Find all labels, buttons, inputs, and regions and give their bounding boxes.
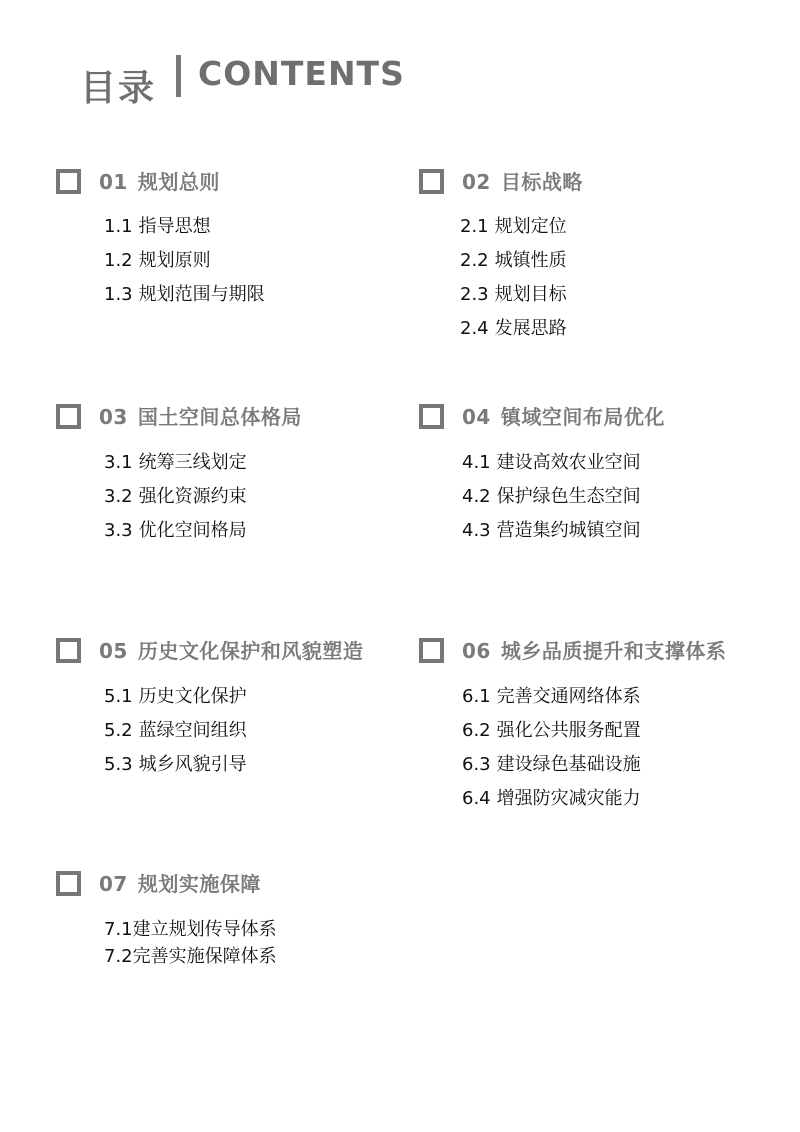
toc-item[interactable]: 7.1建立规划传导体系 [104, 919, 277, 940]
toc-item[interactable]: 4.3 营造集约城镇空间 [462, 520, 641, 541]
checkbox-icon [419, 638, 444, 663]
section-items [104, 680, 247, 782]
section-title: 规划实施保障 [137, 872, 261, 896]
section-items [104, 916, 277, 970]
checkbox-icon [56, 169, 81, 194]
section-number: 01 [99, 170, 128, 194]
toc-item[interactable]: 3.2 强化资源约束 [104, 486, 247, 507]
toc-item[interactable]: 1.3 规划范围与期限 [104, 284, 265, 305]
section-title: 城乡品质提升和支撑体系 [500, 639, 727, 663]
checkbox-icon [56, 638, 81, 663]
section-number: 07 [99, 872, 128, 896]
section-items [104, 446, 247, 548]
toc-item[interactable]: 5.3 城乡风貌引导 [104, 754, 247, 775]
checkbox-icon [419, 404, 444, 429]
checkbox-icon [56, 404, 81, 429]
toc-item[interactable]: 2.4 发展思路 [460, 318, 567, 339]
toc-item[interactable]: 5.1 历史文化保护 [104, 686, 247, 707]
section-number: 03 [99, 405, 128, 429]
section-title: 国土空间总体格局 [137, 405, 302, 429]
toc-item[interactable]: 7.2完善实施保障体系 [104, 946, 277, 967]
section-number: 02 [462, 170, 491, 194]
toc-item[interactable]: 2.1 规划定位 [460, 216, 567, 237]
section-items [462, 680, 641, 816]
toc-item[interactable]: 6.3 建设绿色基础设施 [462, 754, 641, 775]
toc-item[interactable]: 4.2 保护绿色生态空间 [462, 486, 641, 507]
toc-item[interactable]: 3.3 优化空间格局 [104, 520, 247, 541]
toc-item[interactable]: 6.4 增强防灾减灾能力 [462, 788, 641, 809]
title-chinese: 目录 [80, 68, 157, 109]
title-english: CONTENTS [198, 54, 405, 93]
checkbox-icon [419, 169, 444, 194]
toc-item[interactable]: 1.2 规划原则 [104, 250, 211, 271]
section-items [104, 210, 265, 312]
toc-item[interactable]: 4.1 建设高效农业空间 [462, 452, 641, 473]
section-items [462, 446, 641, 548]
toc-item[interactable]: 5.2 蓝绿空间组织 [104, 720, 247, 741]
section-title: 镇域空间布局优化 [500, 405, 665, 429]
section-number: 05 [99, 639, 128, 663]
toc-item[interactable]: 3.1 统筹三线划定 [104, 452, 247, 473]
toc-item[interactable]: 2.3 规划目标 [460, 284, 567, 305]
title-divider [176, 55, 181, 97]
toc-item[interactable]: 1.1 指导思想 [104, 216, 211, 237]
toc-item[interactable]: 6.1 完善交通网络体系 [462, 686, 641, 707]
section-title: 目标战略 [500, 170, 583, 194]
section-number: 06 [462, 639, 491, 663]
section-title: 历史文化保护和风貌塑造 [137, 639, 364, 663]
section-number: 04 [462, 405, 491, 429]
section-items [460, 210, 567, 346]
toc-item[interactable]: 2.2 城镇性质 [460, 250, 567, 271]
checkbox-icon [56, 871, 81, 896]
toc-item[interactable]: 6.2 强化公共服务配置 [462, 720, 641, 741]
section-title: 规划总则 [137, 170, 220, 194]
